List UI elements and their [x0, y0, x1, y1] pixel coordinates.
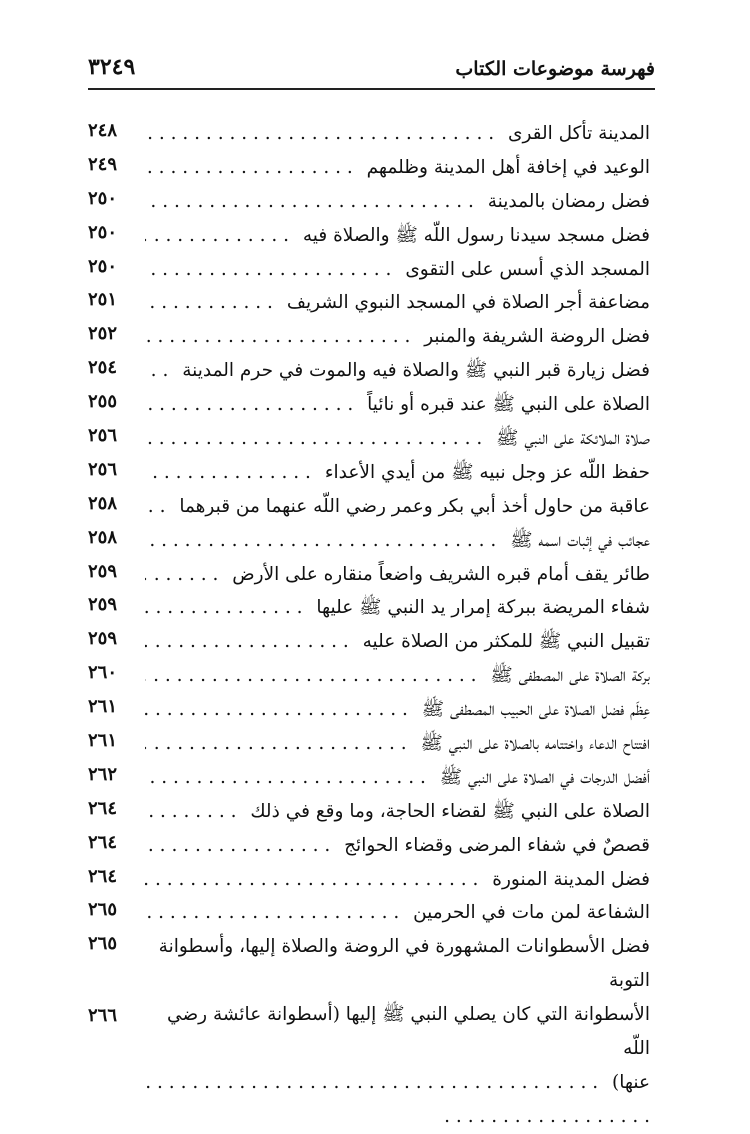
toc-entry [0, 761, 750, 795]
page-number: ٣٢٤٩ [88, 54, 136, 80]
toc-entry [0, 524, 750, 558]
toc-entry-text: أفضل الدرجات في الصلاة على النبي ﷺ . . . [145, 761, 650, 795]
toc-entry-page: ٢٥٩ [88, 560, 118, 582]
toc-entry [0, 727, 750, 761]
toc-entry [0, 185, 750, 219]
toc-entry-page: ٢٦٠ [88, 662, 118, 684]
toc-entry-page: ٢٥٠ [88, 221, 118, 243]
toc-entry-text: فضل مسجد سيدنا رسول اللّه ﷺ والصلاة فيه . . . [145, 219, 650, 253]
toc-entry [0, 422, 750, 456]
toc-entry-text: الوعيد في إخافة أهل المدينة وظلمهم . . . [145, 151, 650, 185]
toc-entry-page: ٢٥٨ [88, 492, 118, 514]
toc-entry [0, 591, 750, 625]
toc-entry [0, 795, 750, 829]
toc-entry-page: ٢٦١ [88, 730, 118, 752]
toc-entry-page: ٢٤٩ [88, 153, 118, 175]
toc-entry-text: عجائب في إثبات اسمه ﷺ . . . [145, 524, 650, 558]
toc-entry-text: فضل المدينة المنورة . . . [145, 863, 650, 897]
toc-entry-text: الشفاعة لمن مات في الحرمين . . . [145, 896, 650, 930]
toc-entry-text [145, 930, 650, 1134]
toc-entry [0, 625, 750, 659]
toc-entry-text: قصصٌ في شفاء المرضى وقضاء الحوائج . . . [145, 829, 650, 863]
toc-entry [0, 659, 750, 693]
toc-entry-text: شفاء المريضة ببركة إمرار يد النبي ﷺ عليها . . . [145, 591, 650, 625]
table-of-contents [0, 117, 750, 1128]
toc-entry-page: ٢٦٥ [88, 899, 118, 921]
toc-entry-text: فضل زيارة قبر النبي ﷺ والصلاة فيه والموت في حرم المدينة . . . [145, 354, 650, 388]
toc-entry-text: عِظَم فضل الصلاة على الحبيب المصطفى ﷺ . . . [145, 693, 650, 727]
toc-entry [0, 286, 750, 320]
toc-entry-page: ٢٦٤ [88, 865, 118, 887]
toc-entry-text: عاقبة من حاول أخذ أبي بكر وعمر رضي اللّه عنهما من قبرهما . . . [145, 490, 650, 524]
toc-entry-text: صلاة الملائكة على النبي ﷺ . . . [145, 422, 650, 456]
toc-entry-page: ٢٦٤ [88, 797, 118, 819]
toc-entry-page: ٢٥٥ [88, 391, 118, 413]
toc-entry [0, 863, 750, 897]
toc-entry-page: ٢٦٦ [88, 1005, 118, 1027]
toc-entry [0, 456, 750, 490]
toc-entry-page: ٢٥١ [88, 289, 118, 311]
toc-entry-page: ٢٦٥ [88, 933, 118, 955]
toc-entry-page: ٢٦٤ [88, 831, 118, 853]
toc-entry [0, 558, 750, 592]
toc-entry [0, 388, 750, 422]
toc-entry [0, 320, 750, 354]
toc-entry-text: طائر يقف أمام قبره الشريف واضعاً منقاره على الأرض . . . [145, 558, 650, 592]
toc-entry-text: الصلاة على النبي ﷺ لقضاء الحاجة، وما وقع في ذلك . . . [145, 795, 650, 829]
toc-entry-text: حفظ اللّه عز وجل نبيه ﷺ من أيدي الأعداء . . . [145, 456, 650, 490]
toc-entry [0, 829, 750, 863]
toc-entry-text: بركة الصلاة على المصطفى ﷺ . . . [145, 659, 650, 693]
toc-entry-page: ٢٥٢ [88, 323, 118, 345]
toc-entry-text: المسجد الذي أسس على التقوى . . . [145, 253, 650, 287]
toc-entry-page: ٢٥٩ [88, 628, 118, 650]
toc-entry [0, 117, 750, 151]
toc-entry [0, 693, 750, 727]
toc-entry [0, 151, 750, 185]
toc-entry-multiline [0, 930, 750, 1128]
toc-entry-line: عنها) . . . . . . . . . . . . . . . . . . . . . . . . . . . . . . . . . . . . . . . . . . . . . . . . . . . . . . . . . [145, 1072, 650, 1128]
toc-entry [0, 490, 750, 524]
toc-entry [0, 354, 750, 388]
toc-entry-line: فضل الأسطوانات المشهورة في الروضة والصلاة إليها، وأسطوانة التوبة [158, 936, 650, 992]
toc-entry-page: ٢٥٤ [88, 357, 118, 379]
toc-entry [0, 253, 750, 287]
toc-entry [0, 219, 750, 253]
toc-entry-line: الأسطوانة التي كان يصلي النبي ﷺ إليها (أسطوانة عائشة رضي اللّه [167, 1004, 650, 1060]
toc-entry-page: ٢٥٦ [88, 425, 118, 447]
toc-entry-text: فضل رمضان بالمدينة . . . [145, 185, 650, 219]
toc-entry-text: فضل الروضة الشريفة والمنبر . . . [145, 320, 650, 354]
toc-entry [0, 896, 750, 930]
toc-entry-text: الصلاة على النبي ﷺ عند قبره أو نائياً . . . [145, 388, 650, 422]
toc-entry-page: ٢٥٩ [88, 594, 118, 616]
toc-entry-page: ٢٦٢ [88, 763, 118, 785]
toc-entry-page: ٢٥٠ [88, 187, 118, 209]
toc-entry-page: ٢٥٨ [88, 526, 118, 548]
page-title: فهرسة موضوعات الكتاب [455, 58, 655, 80]
toc-entry-page: ٢٥٠ [88, 255, 118, 277]
toc-entry-text: المدينة تأكل القرى . . . [145, 117, 650, 151]
toc-entry-text: تقبيل النبي ﷺ للمكثر من الصلاة عليه . . . [145, 625, 650, 659]
toc-entry-page: ٢٦١ [88, 696, 118, 718]
toc-entry-text: افتتاح الدعاء واختتامه بالصلاة على النبي ﷺ . . . [145, 727, 650, 761]
page-header [88, 48, 655, 90]
toc-entry-text: مضاعفة أجر الصلاة في المسجد النبوي الشريف . . . [145, 286, 650, 320]
toc-entry-page: ٢٥٦ [88, 458, 118, 480]
toc-entry-page: ٢٤٨ [88, 120, 118, 141]
